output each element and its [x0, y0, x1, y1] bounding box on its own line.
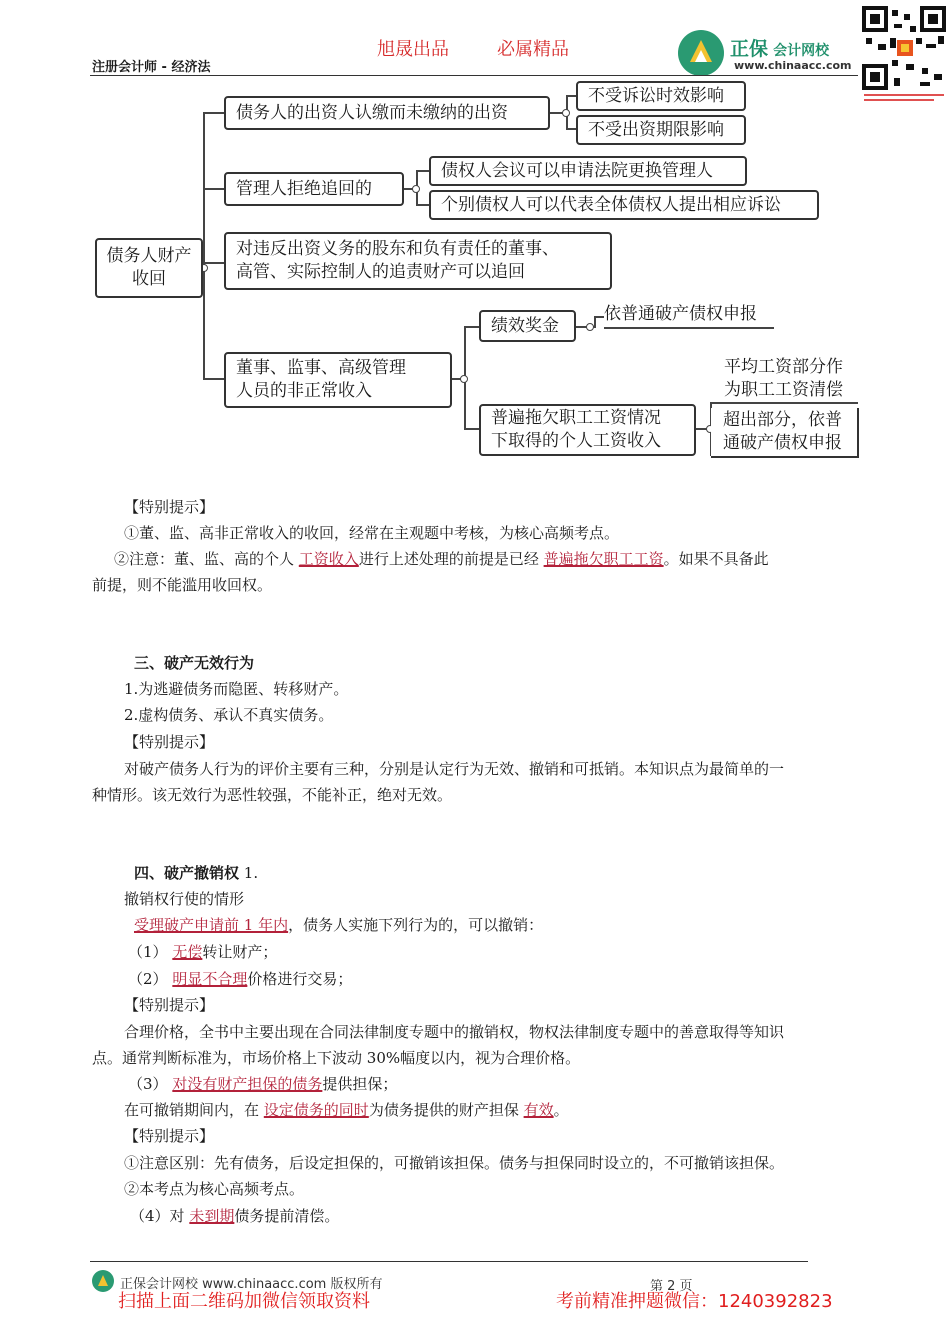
- s4-line2-c: 为债务提供的财产担保: [368, 1101, 519, 1119]
- s4-item2-red: 明显不合理: [172, 970, 248, 988]
- s4-one-year: 受理破产申请前 1 年内: [134, 916, 289, 934]
- footer-copyright: 正保会计网校 www.chinaacc.com 版权所有: [120, 1277, 383, 1292]
- leaf-b4c1c1-underline: [604, 327, 774, 329]
- connector-b4c2: [464, 428, 480, 430]
- leaf-no-term-limit: [576, 115, 746, 145]
- s4-item4-red: 未到期: [189, 1207, 235, 1225]
- s3-item2: 2.虚构债务、承认不真实债务。: [124, 706, 334, 724]
- header-slogan-left: 旭晟出品: [377, 39, 449, 60]
- s4-tip3-line2: ②本考点为核心高频考点。: [124, 1180, 305, 1198]
- s4-item1: [128, 939, 277, 965]
- leaf-average-wage-line2: 为职工工资清偿: [724, 380, 843, 400]
- leaf-replace-admin-label: 债权人会议可以申请法院更换管理人: [441, 160, 713, 181]
- tip1-line2: [114, 546, 769, 572]
- connector-b2-dot: [412, 185, 420, 193]
- connector-b4c2c1-underline: [710, 402, 858, 404]
- tip-label-1: 【特别提示】: [124, 498, 215, 516]
- node-bonus-label: 绩效奖金: [491, 315, 559, 336]
- s4-item3: [128, 1071, 397, 1097]
- connector-b1: [203, 112, 225, 114]
- leaf-excess-claim-line1: 超出部分，依普: [723, 410, 842, 430]
- s4-item4: [130, 1203, 339, 1229]
- s4-line2-same-time: 设定债务的同时: [263, 1101, 369, 1119]
- s4-item1-red: 无偿: [172, 943, 203, 961]
- footer-ad-left: 扫描上面二维码加微信领取资料: [118, 1291, 370, 1312]
- s4-item2: [128, 966, 352, 992]
- branch-abnormal-income-line1: 董事、监事、高级管理: [236, 358, 406, 378]
- header-slogan-right: 必属精品: [497, 39, 569, 60]
- node-wage-arrears: [479, 404, 696, 456]
- s4-item2-num: （2）: [128, 970, 168, 988]
- leaf-excess-claim-line2: 通破产债权申报: [723, 433, 842, 453]
- branch-unpaid-capital-label: 债务人的出资人认缴而未缴纳的出资: [236, 102, 508, 123]
- tip-label-2: 【特别提示】: [124, 733, 215, 751]
- course-title: 注册会计师 - 经济法: [92, 60, 211, 75]
- mindmap-root-label: 债务人财产收回: [106, 246, 192, 289]
- s4-line2-e: 。: [553, 1101, 569, 1119]
- connector-b4c1: [464, 326, 480, 328]
- s4-item4-num: （4）对: [130, 1207, 185, 1225]
- branch-admin-refuse-label: 管理人拒绝追回的: [236, 178, 372, 199]
- connector-b4: [203, 378, 225, 380]
- s4-item2-txt: 价格进行交易；: [247, 970, 353, 988]
- s4-item1-txt: 转让财产；: [202, 943, 278, 961]
- connector-b2c2: [416, 204, 430, 206]
- s4-item3-num: （3）: [128, 1075, 168, 1093]
- node-wage-arrears-line2: 下取得的个人工资收入: [491, 431, 661, 451]
- section4-title: [134, 860, 258, 886]
- section4-title-text: 四、破产撤销权: [134, 864, 240, 882]
- connector-b2c1: [416, 170, 430, 172]
- tip1-line1: ①董、监、高非正常收入的收回，经常在主观题中考核，为核心高频考点。: [124, 524, 620, 542]
- branch-unpaid-capital: [224, 96, 550, 130]
- tip-label-4: 【特别提示】: [124, 1127, 215, 1145]
- leaf-average-wage: [724, 356, 843, 402]
- connector-b2: [203, 188, 225, 190]
- s3-item1: 1.为逃避债务而隐匿、转移财产。: [124, 680, 349, 698]
- leaf-individual-suit: [429, 190, 819, 220]
- s3-tip-line1: 对破产债务人行为的评价主要有三种，分别是认定行为无效、撤销和可抵销。本知识点为最简单的一: [124, 760, 785, 778]
- leaf-excess-claim: [711, 408, 859, 458]
- branch-accountability: [224, 232, 612, 290]
- tip1-line2-e: 。如果不具备此: [663, 550, 769, 568]
- node-wage-arrears-line1: 普遍拖欠职工工资情况: [491, 408, 661, 428]
- footer-page-number: 第 2 页: [650, 1279, 693, 1294]
- s4-tip3-line1: ①注意区别：先有债务，后设定担保的，可撤销该担保。债务与担保同时设立的，不可撤销该担保。: [124, 1154, 785, 1172]
- leaf-bonus-claim: 依普通破产债权申报: [604, 304, 757, 324]
- s4-line2: [124, 1097, 569, 1123]
- s4-item1-num: （1）: [128, 943, 168, 961]
- qr-code: [860, 4, 948, 104]
- connector-b3: [203, 262, 225, 264]
- s4-tip2-line2: 点。通常判断标准为，市场价格上下波动 30%幅度以内，视为合理价格。: [92, 1049, 581, 1067]
- tip1-line2-c: 进行上述处理的前提是已经: [358, 550, 539, 568]
- leaf-individual-suit-label: 个别债权人可以代表全体债权人提出相应诉讼: [441, 194, 781, 215]
- tip1-line3: 前提，则不能滥用收回权。: [92, 576, 273, 594]
- logo-icon: [678, 30, 724, 76]
- s3-tip-line2: 种情形。该无效行为恶性较强，不能补正，绝对无效。: [92, 786, 453, 804]
- logo-name: 正保: [730, 38, 769, 60]
- leaf-average-wage-line1: 平均工资部分作: [724, 357, 843, 377]
- section4-title-num: 1.: [243, 864, 259, 882]
- connector-b1-dot: [562, 109, 570, 117]
- tip1-wage-income: 工资收入: [298, 550, 359, 568]
- connector-b4-dot: [460, 375, 468, 383]
- connector-main-spine: [203, 112, 205, 380]
- branch-accountability-line2: 高管、实际控制人的追责财产可以追回: [236, 262, 525, 282]
- node-bonus: [479, 310, 576, 342]
- connector-b4c1-dot: [586, 323, 594, 331]
- logo: [730, 34, 829, 61]
- connector-b4c1-to-leaf: [594, 316, 604, 318]
- logo-url: www.chinaacc.com: [734, 59, 852, 72]
- footer-rule: [90, 1261, 808, 1262]
- s4-item3-red: 对没有财产担保的债务: [172, 1075, 323, 1093]
- logo-sub: 会计网校: [773, 43, 830, 59]
- leaf-no-limitation-label: 不受诉讼时效影响: [588, 85, 724, 106]
- mindmap-root: [95, 238, 203, 298]
- branch-admin-refuse: [224, 172, 404, 206]
- branch-accountability-line1: 对违反出资义务的股东和负有责任的董事、: [236, 239, 559, 259]
- tip-label-3: 【特别提示】: [124, 996, 215, 1014]
- footer-ad-right: 考前精准押题微信：1240392823: [556, 1291, 833, 1312]
- tip1-wage-arrears: 普遍拖欠职工工资: [543, 550, 664, 568]
- section3-title: 三、破产无效行为: [134, 654, 255, 672]
- s4-item3-txt: 提供担保；: [322, 1075, 398, 1093]
- header-rule: [90, 75, 858, 76]
- leaf-no-limitation: [576, 81, 746, 111]
- s4-tip2-line1: 合理价格，全书中主要出现在合同法律制度专题中的撤销权，物权法律制度专题中的善意取得等知识: [124, 1023, 785, 1041]
- branch-abnormal-income-line2: 人员的非正常收入: [236, 381, 372, 401]
- s4-item4-txt: 债务提前清偿。: [234, 1207, 340, 1225]
- s4-subtitle: 撤销权行使的情形: [124, 890, 245, 908]
- leaf-no-term-limit-label: 不受出资期限影响: [588, 119, 724, 140]
- s4-line2-a: 在可撤销期间内，在: [124, 1101, 260, 1119]
- s4-line2-valid: 有效: [523, 1101, 554, 1119]
- s4-line1-rest: ，债务人实施下列行为的，可以撤销：: [288, 916, 544, 934]
- branch-abnormal-income: [224, 352, 452, 408]
- leaf-replace-admin: [429, 156, 747, 186]
- footer-logo-icon: [92, 1270, 114, 1292]
- tip1-line2-a: ②注意：董、监、高的个人: [114, 550, 295, 568]
- s4-line1: [134, 912, 543, 938]
